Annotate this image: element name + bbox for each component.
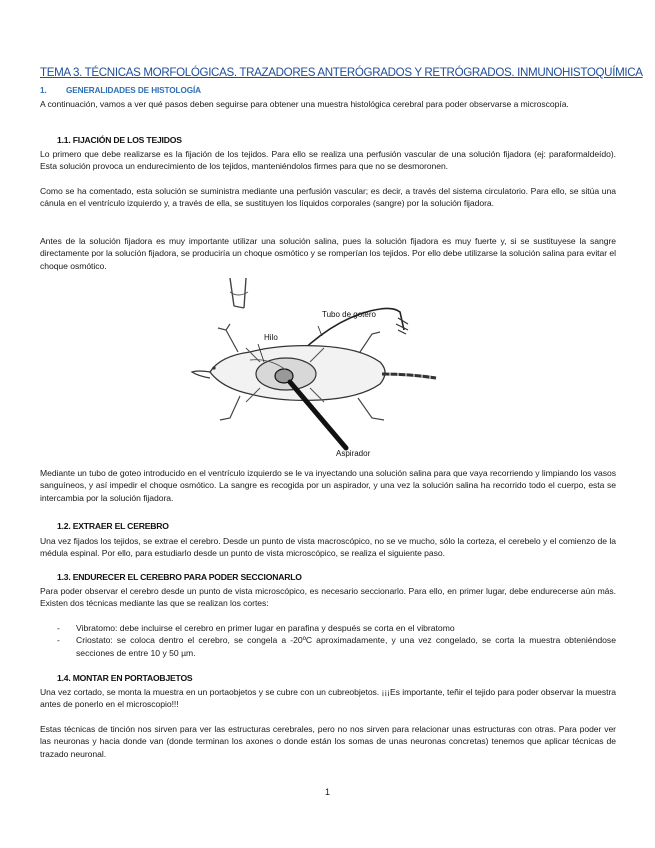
subsection-heading-extraer: 1.2. EXTRAER EL CEREBRO <box>57 521 169 531</box>
fijacion-paragraph-2: Como se ha comentado, esta solución se suministra mediante una perfusión vascular; es decir, a través del sistema circulatorio. Para ello, se sitúa una cánula en el ventrículo izquierdo y, a través de ella, se sustituyen los líquidos corporales (sangre) por la solución fijadora. <box>40 186 616 209</box>
rat-hind-leg-top <box>360 332 380 352</box>
bullet-dash: - <box>57 623 60 633</box>
perfusion-diagram <box>190 278 464 460</box>
rat-front-leg-bottom <box>220 396 240 420</box>
section-number: 1. <box>40 86 47 95</box>
subsection-heading-endurecer: 1.3. ENDURECER EL CEREBRO PARA PODER SECCIONARLO <box>57 572 302 582</box>
tubo-pointer <box>318 326 322 336</box>
section-heading-generalidades <box>40 86 201 95</box>
montar-paragraph-1: Una vez cortado, se monta la muestra en un portaobjetos y se cubre con un cubreobjetos. ¡¡¡Es importante, teñir el tejido para poder observar la muestra antes de ponerlo en el microscopio!!! <box>40 687 616 710</box>
endurecer-paragraph: Para poder observar el cerebro desde un punto de vista microscópico, es necesario seccionarlo. Para ello, en primer lugar, debe endurecerse aún más. Existen dos técnicas mediante las que se realizan los cortes: <box>40 586 616 609</box>
extraer-paragraph: Una vez fijados los tejidos, se extrae el cerebro. Desde un punto de vista macroscópico, no se ve mucho, sólo la corteza, el cerebelo y el comienzo de la médula espinal. Por ello, para estudiarlo desde un punto de vista microscópico, se realiza el siguiente paso. <box>40 536 616 559</box>
subsection-heading-fijacion: 1.1. FIJACIÓN DE LOS TEJIDOS <box>57 135 182 145</box>
label-tubo-gotero: Tubo de gotero <box>322 310 376 319</box>
page-number: 1 <box>324 787 330 797</box>
label-hilo: Hilo <box>264 333 278 342</box>
rat-hind-leg-bottom <box>358 398 384 420</box>
drip-clamp-icon <box>396 318 408 334</box>
cutting-techniques-list <box>57 622 616 659</box>
list-item-text: Criostato: se coloca dentro el cerebro, se congela a -20ºC aproximadamente, y una vez congelado, se corta la muestra obteniéndose secciones de entre 10 y 50 µm. <box>76 635 616 658</box>
bullet-dash: - <box>57 635 60 646</box>
document-title: TEMA 3. TÉCNICAS MORFOLÓGICAS. TRAZADORES ANTERÓGRADOS Y RETRÓGRADOS. INMUNOHISTOQUÍMICA <box>40 66 643 79</box>
list-item-text: Vibratomo: debe incluirse el cerebro en primer lugar en parafina y después se corta en el vibratomo <box>76 623 455 633</box>
rat-eye-icon <box>212 366 215 369</box>
list-item <box>57 622 616 634</box>
intro-paragraph: A continuación, vamos a ver qué pasos deben seguirse para obtener una muestra histológica cerebral para poder observarse a microscopía. <box>40 99 569 109</box>
fijacion-paragraph-4: Mediante un tubo de goteo introducido en el ventrículo izquierdo se le va inyectando una solución salina para que vaya recorriendo y limpiando los vasos sanguíneos, y así impedir el choque osmótico. La sangre es recogida por un aspirador, y una vez la solución salina ha recorrido todo el cuerpo, esta se intercambia por la solución fijadora. <box>40 468 616 503</box>
rat-front-leg-top <box>218 324 238 352</box>
fijacion-paragraph-1: Lo primero que debe realizarse es la fijación de los tejidos. Para ello se realiza una perfusión vascular de una solución fijadora (ej: paraformaldeído). Esta solución provoca un endurecimiento de los tejidos, manteniéndolos firmes para que no se desmoronen. <box>40 149 616 172</box>
fijacion-paragraph-3: Antes de la solución fijadora es muy importante utilizar una solución salina, pues la solución fijadora es muy fuerte y, si se sustituyese la sangre directamente por la solución fijadora, se produciría un choque osmótico y se romperían los tejidos. Por ello debe utilizarse la solución salina para evitar el choque osmótico. <box>40 236 616 271</box>
section-title: GENERALIDADES DE HISTOLOGÍA <box>66 86 201 95</box>
montar-paragraph-2: Estas técnicas de tinción nos sirven para ver las estructuras cerebrales, pero no nos sirven para relacionar unas estructuras con otras. Para poder ver las neuronas y hacia donde van (donde terminan los axones o donde están los somas de unas neuronas concretas) tenemos que aplicar técnicas de trazado neuronal. <box>40 724 616 759</box>
label-aspirador: Aspirador <box>336 449 371 458</box>
subsection-heading-montar: 1.4. MONTAR EN PORTAOBJETOS <box>57 673 193 683</box>
rat-snout <box>192 371 210 378</box>
list-item <box>57 634 616 659</box>
